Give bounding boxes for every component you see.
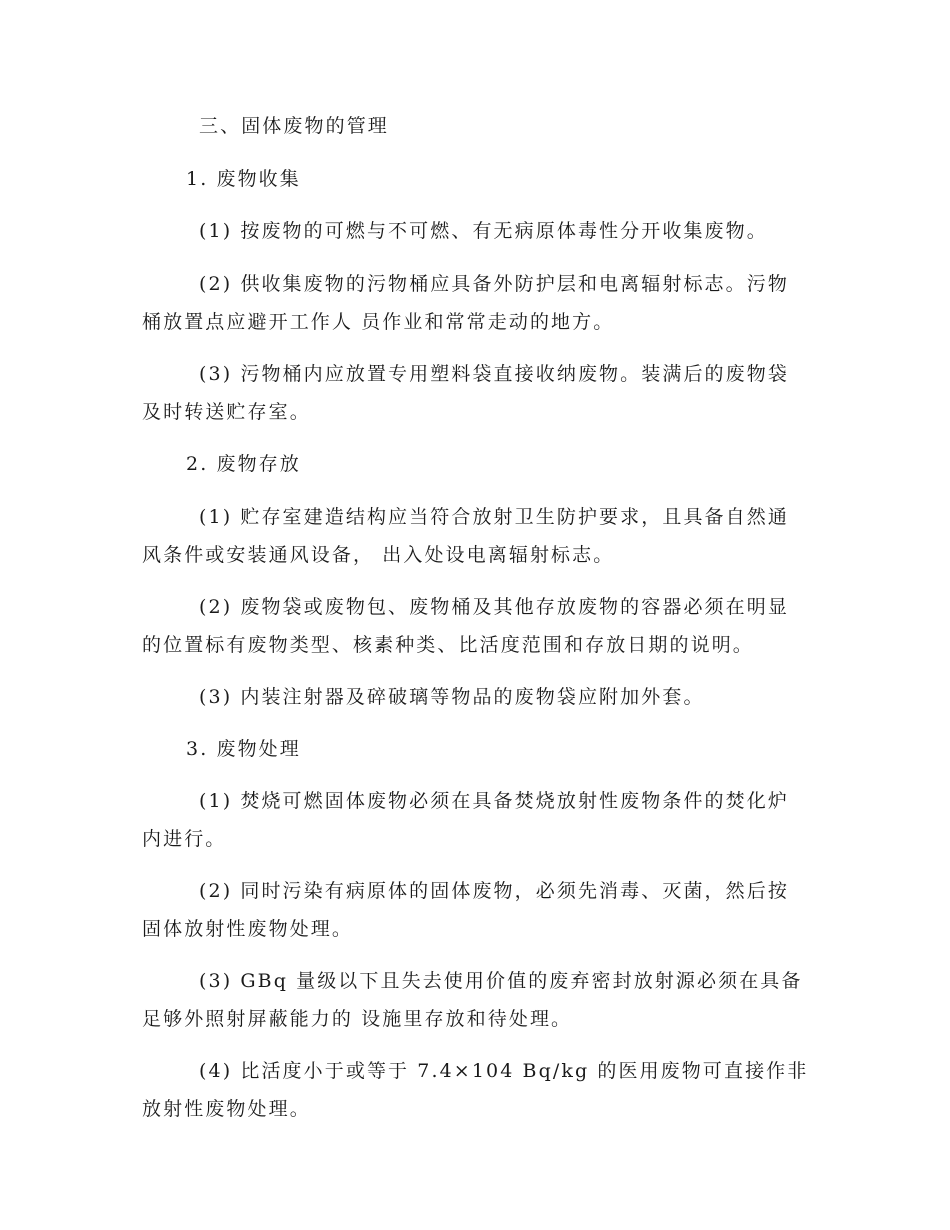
paragraph-line: 及时转送贮存室。 <box>142 401 311 423</box>
subsection-heading-collection: 1. 废物收集 <box>186 168 301 190</box>
paragraph-line: (3) 内装注射器及碎破璃等物品的废物袋应附加外套。 <box>199 686 705 708</box>
paragraph-line: (2) 供收集废物的污物桶应具备外防护层和电离辐射标志。污物 <box>199 273 789 295</box>
paragraph-line: (4) 比活度小于或等于 7.4×104 Bq/kg 的医用废物可直接作非 <box>199 1060 809 1082</box>
paragraph-line: (1) 贮存室建造结构应当符合放射卫生防护要求，且具备自然通 <box>199 506 789 528</box>
paragraph-line: 风条件或安装通风设备， 出入处设电离辐射标志。 <box>142 544 615 566</box>
subsection-heading-storage: 2. 废物存放 <box>186 453 301 475</box>
paragraph-line: (3) GBq 量级以下且失去使用价值的废弃密封放射源必须在具备 <box>199 970 803 992</box>
section-title: 三、固体废物的管理 <box>199 115 389 137</box>
paragraph-line: 固体放射性废物处理。 <box>142 918 354 940</box>
paragraph-line: (1) 按废物的可燃与不可燃、有无病原体毒性分开收集废物。 <box>199 220 768 242</box>
paragraph-line: (2) 废物袋或废物包、废物桶及其他存放废物的容器必须在明显 <box>199 596 789 618</box>
paragraph-line: 足够外照射屏蔽能力的 设施里存放和待处理。 <box>142 1008 573 1030</box>
paragraph-line: (1) 焚烧可燃固体废物必须在具备焚烧放射性废物条件的焚化炉 <box>199 790 789 812</box>
paragraph-line: 的位置标有废物类型、核素种类、比活度范围和存放日期的说明。 <box>142 634 754 656</box>
paragraph-line: (3) 污物桶内应放置专用塑料袋直接收纳废物。装满后的废物袋 <box>199 363 789 385</box>
paragraph-line: (2) 同时污染有病原体的固体废物，必须先消毒、灭菌，然后按 <box>199 880 789 902</box>
paragraph-line: 内进行。 <box>142 828 227 850</box>
subsection-heading-treatment: 3. 废物处理 <box>186 738 301 760</box>
paragraph-line: 放射性废物处理。 <box>142 1098 311 1120</box>
paragraph-line: 桶放置点应避开工作人 员作业和常常走动的地方。 <box>142 311 615 333</box>
